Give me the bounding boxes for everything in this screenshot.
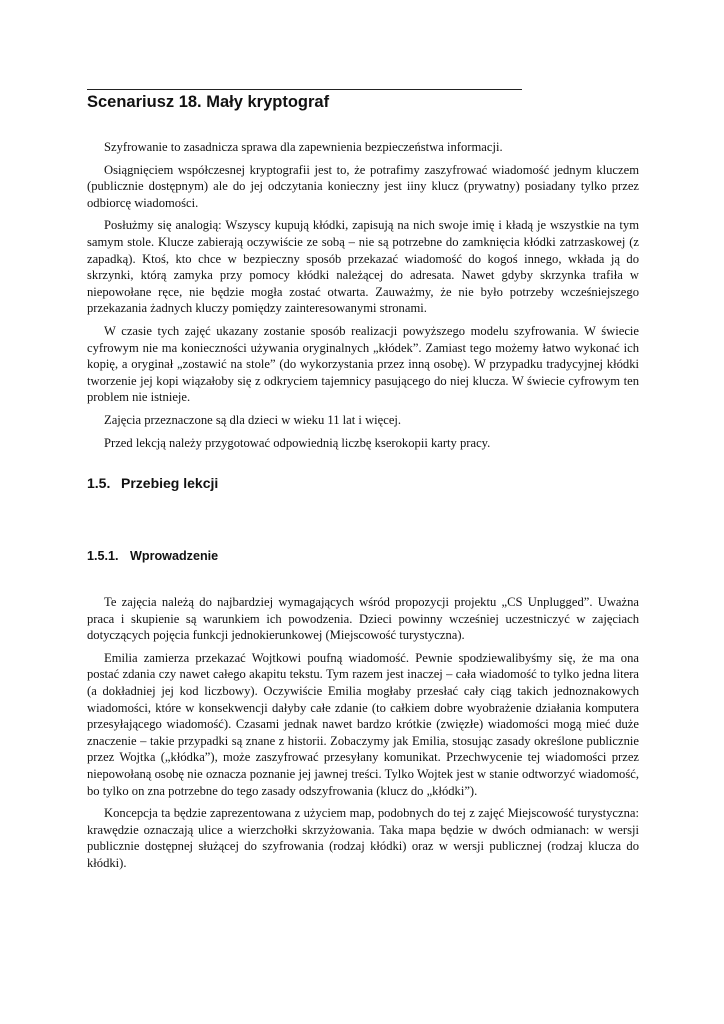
subsection-number: 1.5.1.: [87, 549, 119, 563]
section-heading: [87, 474, 218, 492]
intro-paragraph: Przed lekcją należy przygotować odpowiednią liczbę kserokopii karty pracy.: [104, 435, 491, 450]
subsection-heading: [87, 548, 218, 564]
intro-section: [87, 139, 639, 457]
header-rule: [87, 89, 522, 90]
intro-paragraph: Zajęcia przeznaczone są dla dzieci w wieku 11 lat i więcej.: [104, 412, 402, 427]
section-title: Przebieg lekcji: [121, 475, 219, 491]
chapter-title: Scenariusz 18. Mały kryptograf: [87, 93, 330, 111]
intro-paragraph: Osiągnięciem współczesnej kryptografii jest to, że potrafimy zaszyfrować wiadomość jednym kluczem (publicznie dostępnym) ale do jej odczytania konieczny jest iiny klucz (prywatny) posiadany tylko przez odbiorcę wiadomości.: [87, 162, 639, 210]
intro-paragraph: Posłużmy się analogią: Wszyscy kupują kłódki, zapisują na nich swoje imię i kładą je wszystkie na tym samym stole. Klucze zabierają oczywiście ze sobą – nie są potrzebne do zamknięcia kłódki zatrzaskowej (z zapadką). Ktoś, kto chce w bezpieczny sposób przekazać wiadomość do kogoś innego, wkłada ją do skrzynki, którą zamyka przy pomocy kłódki należącej do adresata. Nawet gdyby skrzynka trafiła w niepowołane ręce, nie będzie mogła zostać otwarta. Zauważmy, że nie było potrzeby wcześniejszego przekazania żadnych kluczy pomiędzy zainteresowanymi stronami.: [87, 218, 639, 316]
intro-paragraph: Szyfrowanie to zasadnicza sprawa dla zapewnienia bezpieczeństwa informacji.: [104, 140, 503, 154]
section-number: 1.5.: [87, 475, 111, 491]
body-section: [87, 594, 639, 878]
body-paragraph: Emilia zamierza przekazać Wojtkowi poufną wiadomość. Pewnie spodziewalibyśmy się, że ma ona postać zdania czy nawet całego akapitu tekstu. Tym razem jest inaczej – cała wiadomość to tylko jedna litera (a dokładniej jej kod liczbowy). Oczywiście Emilia mogłaby przesłać cały ciąg takich jednoznakowych wiadomości, które w konsekwencji dałyby całe zdanie (to całkiem dobre wyobrażenie działania komputera przesyłającego wiadomość). Czasami jednak nawet bardzo krótkie (zwięzłe) wiadomości mogą mieć duże znaczenie – takie przypadki są znane z historii. Zobaczymy jak Emilia, stosując zasady określone publicznie przez Wojtka („kłódka”), może zaszyfrować przesyłany komunikat. Przechwycenie tej wiadomości przez niepowołaną osobę nie oznacza poznanie jej jawnej treści. Tylko Wojtek jest w stanie odtworzyć wiadomość, bo tylko on zna potrzebne do tego zasady odszyfrowania (klucz do „kłódki”).: [87, 650, 639, 798]
subsection-title: Wprowadzenie: [130, 549, 219, 563]
body-paragraph: Koncepcja ta będzie zaprezentowana z użyciem map, podobnych do tej z zajęć Miejscowość turystyczna: krawędzie oznaczają ulice a wierzchołki skrzyżowania. Taka mapa będzie w dwóch odmianach: w wersji publicznie dostępnej służącej do szyfrowania (rodzaj kłódki) oraz w wersji publicznej (rodzaj klucza do kłódki).: [87, 806, 639, 870]
body-paragraph: Te zajęcia należą do najbardziej wymagających wśród propozycji projektu „CS Unplugged”. Uważna praca i skupienie są warunkiem ich powodzenia. Dzieci powinny wcześniej uczestniczyć w zajęciach dotyczących pojęcia funkcji jednokierunkowej (Miejscowość turystyczna).: [87, 595, 639, 643]
intro-paragraph: W czasie tych zajęć ukazany zostanie sposób realizacji powyższego modelu szyfrowania. W świecie cyfrowym nie ma konieczności używania oryginalnych „kłódek”. Zamiast tego możemy łatwo wykonać ich kopię, a oryginał „zostawić na stole” (do wykorzystania przez inną osobę). W przypadku tradycyjnej kłódki tworzenie jej kopi wiązałoby się z odkryciem tajemnicy pasującego do niej klucza. W świecie cyfrowym ten problem nie istnieje.: [87, 323, 639, 405]
